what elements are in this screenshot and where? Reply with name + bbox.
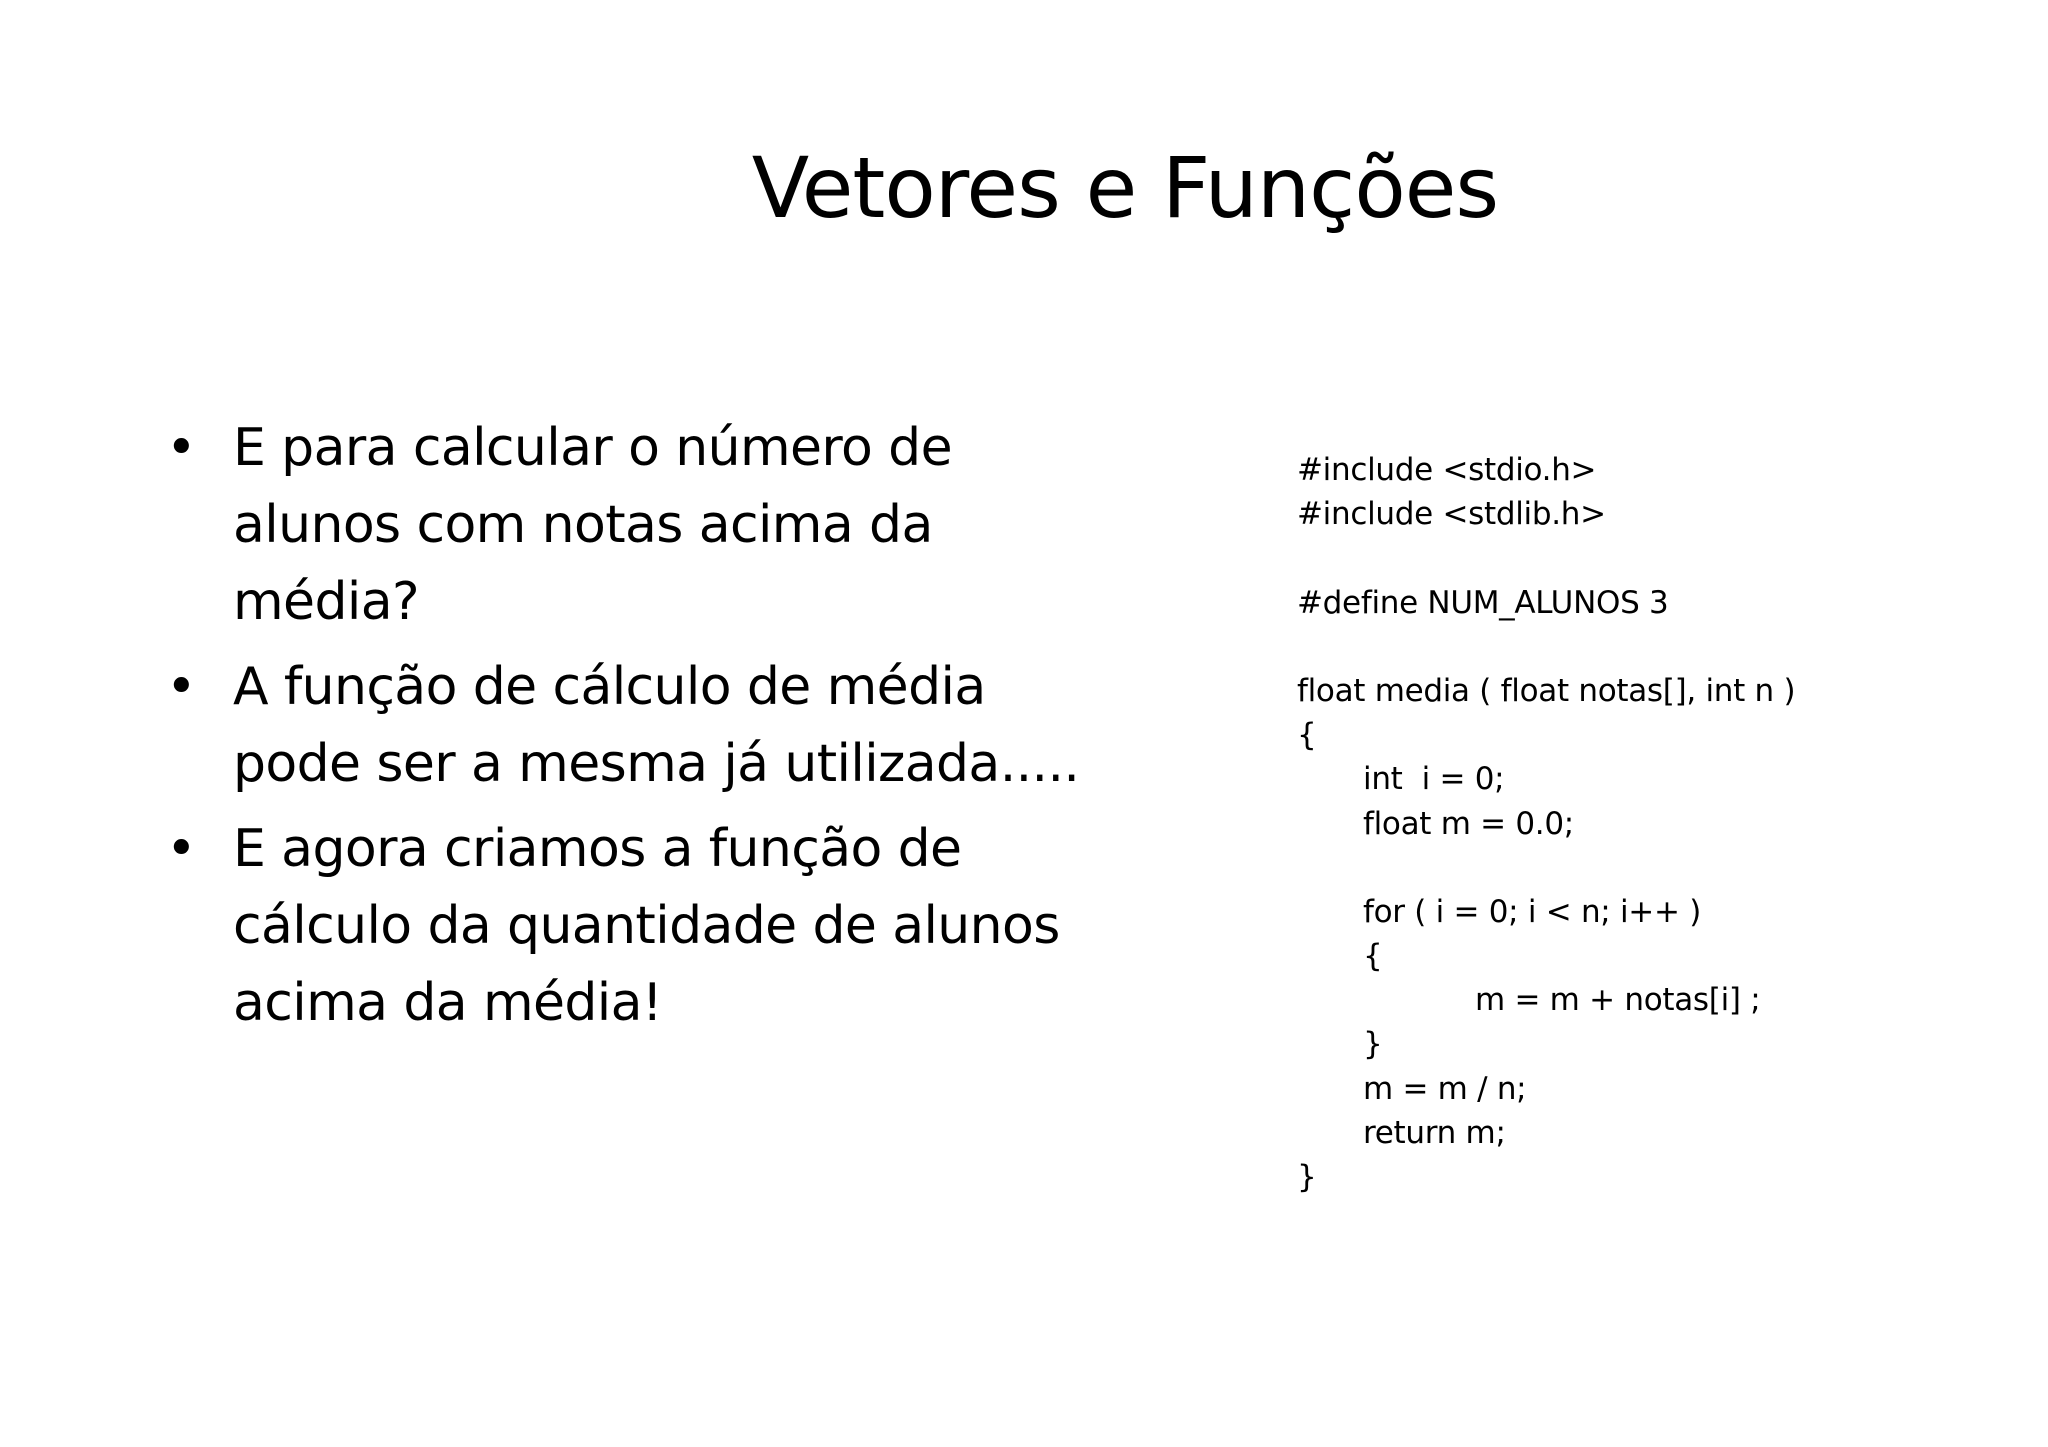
code-line: float media ( float notas[], int n ) bbox=[1297, 672, 1796, 709]
code-line: #include <stdio.h> bbox=[1297, 452, 1597, 488]
bullet-line: pode ser a mesma já utilizada..... bbox=[233, 734, 1080, 794]
bullet-icon: • bbox=[166, 819, 197, 879]
code-line: } bbox=[1297, 1159, 1317, 1195]
bullet-icon: • bbox=[166, 657, 197, 717]
code-line: #include <stdlib.h> bbox=[1297, 496, 1606, 533]
code-line: m = m + notas[i] ; bbox=[1475, 982, 1761, 1019]
bullet-line: média? bbox=[233, 572, 419, 632]
bullet-item bbox=[160, 811, 1100, 1042]
bullet-line: E para calcular o número de bbox=[233, 418, 952, 478]
bullet-line: acima da média! bbox=[233, 973, 663, 1033]
code-line: #define NUM_ALUNOS 3 bbox=[1297, 584, 1669, 621]
code-line bbox=[1297, 625, 1917, 669]
bullet-line: A função de cálculo de média bbox=[233, 657, 986, 717]
code-line: { bbox=[1363, 938, 1383, 975]
code-block bbox=[1297, 448, 1917, 1199]
bullet-list bbox=[160, 410, 1100, 1050]
code-line: int i = 0; bbox=[1363, 761, 1505, 798]
bullet-line: E agora criamos a função de bbox=[233, 819, 962, 879]
code-line bbox=[1297, 846, 1917, 890]
code-line: m = m / n; bbox=[1363, 1070, 1527, 1107]
bullet-item bbox=[160, 410, 1100, 641]
bullet-icon: • bbox=[166, 418, 197, 478]
code-line bbox=[1297, 536, 1917, 580]
slide-title: Vetores e Funções bbox=[751, 139, 1499, 237]
code-line: { bbox=[1297, 717, 1317, 754]
code-line: for ( i = 0; i < n; i++ ) bbox=[1363, 893, 1701, 930]
code-line: return m; bbox=[1363, 1114, 1506, 1151]
code-line: float m = 0.0; bbox=[1363, 805, 1574, 842]
bullet-line: cálculo da quantidade de alunos bbox=[233, 896, 1060, 956]
bullet-line: alunos com notas acima da bbox=[233, 495, 933, 555]
bullet-item bbox=[160, 649, 1100, 803]
code-line: } bbox=[1363, 1026, 1383, 1063]
